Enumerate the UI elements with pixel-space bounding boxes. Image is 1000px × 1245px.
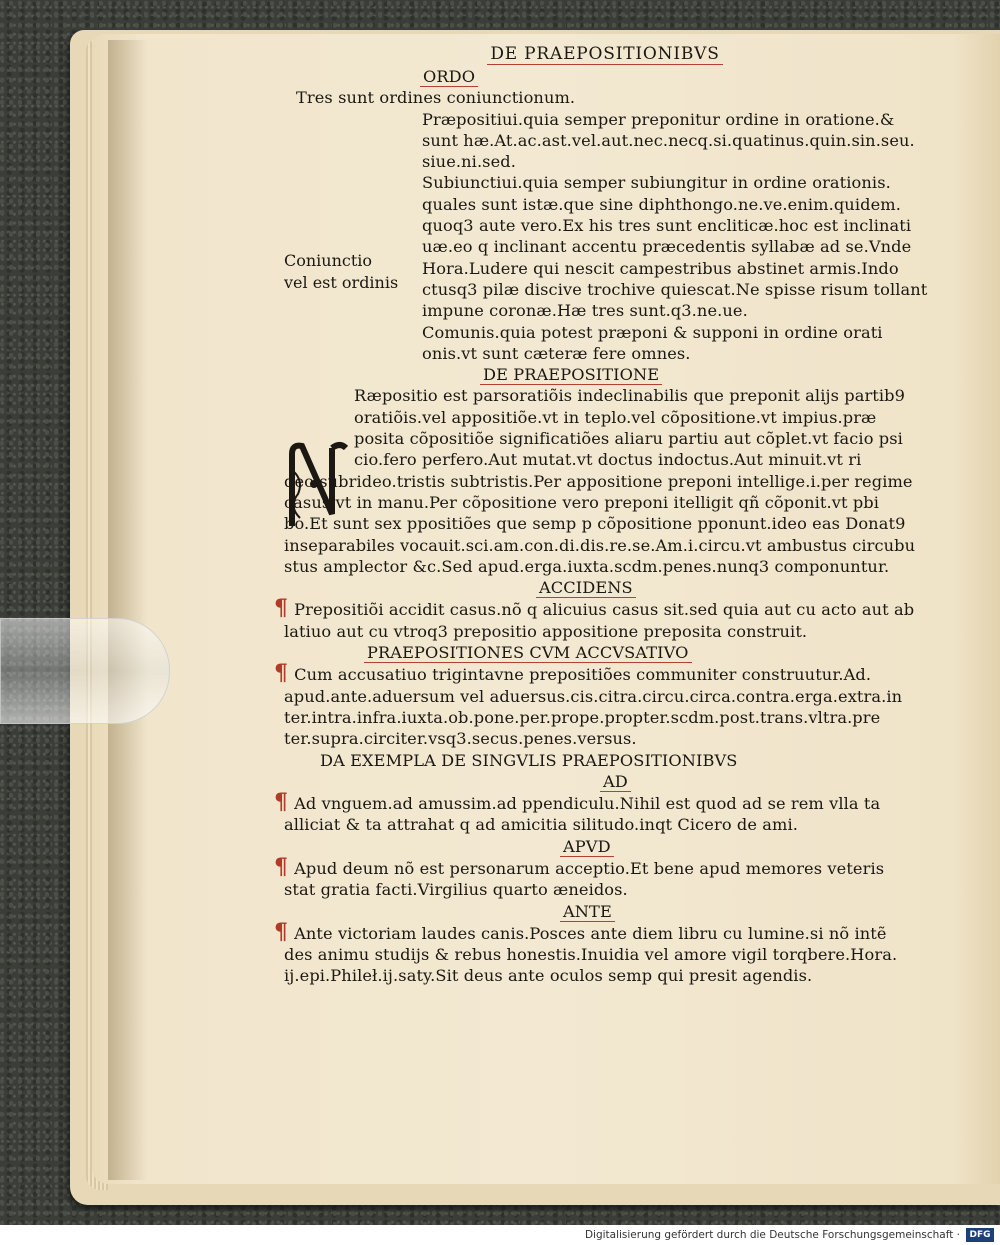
- paragraph-mark-icon: ¶: [274, 918, 289, 945]
- funding-credit: Digitalisierung gefördert durch die Deutsche Forschungsgemeinschaft ·: [584, 1229, 960, 1241]
- text-line: ij.epi.Phileł.ij.saty.Sit deus ante oculos semp qui presit agendis.: [284, 966, 813, 986]
- paragraph-mark-icon: ¶: [274, 660, 289, 687]
- accidens-paragraph: [260, 595, 950, 642]
- text-line: ter.intra.infra.iuxta.ob.pone.per.prope.propter.scdm.post.trans.vltra.pre: [284, 707, 881, 727]
- paragraph-mark-icon: ¶: [274, 853, 289, 880]
- marginal-line: Coniunctio: [284, 251, 373, 270]
- text-line: quoq3 aute vero.Ex his tres sunt encliticæ.hoc est inclinati: [422, 216, 912, 236]
- text-line: apud.ante.aduersum vel aduersus.cis.citra.circu.circa.contra.erga.extra.in: [284, 686, 903, 706]
- accusativo-heading: PRAEPOSITIONES CVM ACCVSATIVO: [260, 642, 950, 663]
- ante-paragraph: [260, 918, 950, 987]
- text-line: Hora.Ludere qui nescit campestribus abstinet armis.Indo: [422, 258, 899, 278]
- text-line: quales sunt istæ.que sine diphthongo.ne.ve.enim.quidem.: [422, 194, 901, 214]
- text-line: latiuo aut cu vtroq3 prepositio appositione preposita construit.: [284, 621, 808, 641]
- text-line: ctusq3 pilæ discive trochive quiescat.Ne spisse risum tollant: [422, 279, 928, 299]
- text-line: siue.ni.sed.: [422, 152, 516, 172]
- text-line: Ræpositio est parsoratiõis indeclinabilis que preponit alijs partib9: [354, 386, 906, 406]
- text-line: ¶ Ante victoriam laudes canis.Posces ante diem libru cu lumine.si nõ intẽ: [274, 918, 887, 945]
- ante-heading: ANTE: [260, 901, 950, 922]
- text-line: posita cõpositiõe significatiões aliaru partiu aut cõplet.vt facio psi: [354, 429, 903, 449]
- text-line: oratiõis.vel appositiõe.vt in teplo.vel cõpositione.vt impius.præ: [354, 407, 877, 427]
- text-line: ¶ Cum accusatiuo trigintavne prepositiões communiter construutur.Ad.: [274, 660, 872, 687]
- intro-line: Tres sunt ordines coniunctionum.: [296, 88, 576, 108]
- text-line: ¶ Prepositiõi accidit casus.nõ q alicuius casus sit.sed quia aut cu acto aut ab: [274, 595, 915, 622]
- text-line: des animu studijs & rebus honestis.Inuidia vel amore vigil torqbere.Hora.: [284, 945, 898, 965]
- dfg-logo-icon: DFG: [966, 1228, 994, 1242]
- text-line: bo.Et sunt sex ppositiões que semp p cõpositione pponunt.ideo eas Donat9: [284, 514, 906, 534]
- text-line: ¶ Apud deum nõ est personarum acceptio.Et bene apud memores veteris: [274, 853, 885, 880]
- apud-paragraph: [260, 853, 950, 901]
- ad-paragraph: [260, 789, 950, 836]
- text-line: Præpositiui.quia semper preponitur ordine in oratione.&: [422, 109, 895, 129]
- paragraph-mark-icon: ¶: [274, 789, 289, 816]
- text-line: deo subrideo.tristis subtristis.Per appositione preponi intellige.i.per regime: [284, 471, 913, 491]
- text-line: stat gratia facti.Virgilius quarto æneidos.: [284, 880, 628, 900]
- gutter-shadow: [108, 40, 148, 1180]
- paragraph-mark-icon: ¶: [274, 595, 289, 622]
- text-line: Comunis.quia potest præponi & supponi in ordine orati: [422, 322, 883, 342]
- text-line: cio.fero perfero.Aut mutat.vt doctus indoctus.Aut minuit.vt ri: [354, 450, 862, 470]
- page-text: [260, 44, 950, 987]
- ad-heading: AD: [260, 771, 950, 792]
- text-line: uæ.eo q inclinant accentu præcedentis syllabæ ad se.Vnde: [422, 237, 912, 257]
- text-line: sunt hæ.At.ac.ast.vel.aut.nec.necq.si.quatinus.quin.sin.seu.: [422, 130, 915, 150]
- text-line: casus.vt in manu.Per cõpositione vero preponi itelligit qñ cõponit.vt pbi: [284, 492, 880, 512]
- text-line: ter.supra.circiter.vsq3.secus.penes.versus.: [284, 729, 637, 749]
- glass-page-weight: [0, 618, 170, 724]
- de-praepositione-heading: DE PRAEPOSITIONE: [260, 364, 950, 385]
- apud-heading: APVD: [260, 836, 950, 857]
- ordo-paragraph: [260, 109, 950, 365]
- text-line: alliciat & ta attrahat q ad amicitia silitudo.inqt Cicero de ami.: [284, 815, 799, 835]
- praepositio-paragraph: [260, 385, 950, 577]
- text-line: Subiunctiui.quia semper subiungitur in ordine orationis.: [422, 173, 891, 193]
- ordo-heading: ORDO: [260, 66, 950, 87]
- footer-bar: [0, 1225, 1000, 1245]
- text-line: impune coronæ.Hæ tres sunt.q3.ne.ue.: [422, 301, 748, 321]
- accusativo-paragraph: [260, 660, 950, 749]
- text-line: ¶ Ad vnguem.ad amussim.ad ppendiculu.Nihil est quod ad se rem vlla ta: [274, 789, 881, 816]
- text-line: onis.vt sunt cæteræ fere omnes.: [422, 343, 691, 363]
- main-heading: DE PRAEPOSITIONIBVS: [260, 44, 950, 66]
- exempla-heading: DA EXEMPLA DE SINGVLIS PRAEPOSITIONIBVS: [320, 750, 738, 770]
- text-line: inseparabiles vocauit.sci.am.con.di.dis.re.se.Am.i.circu.vt ambustus circubu: [284, 535, 916, 555]
- text-line: stus amplector &c.Sed apud.erga.iuxta.scdm.penes.nunq3 componuntur.: [284, 556, 890, 576]
- marginal-line: vel est ordinis: [284, 273, 399, 292]
- accidens-heading: ACCIDENS: [260, 577, 950, 598]
